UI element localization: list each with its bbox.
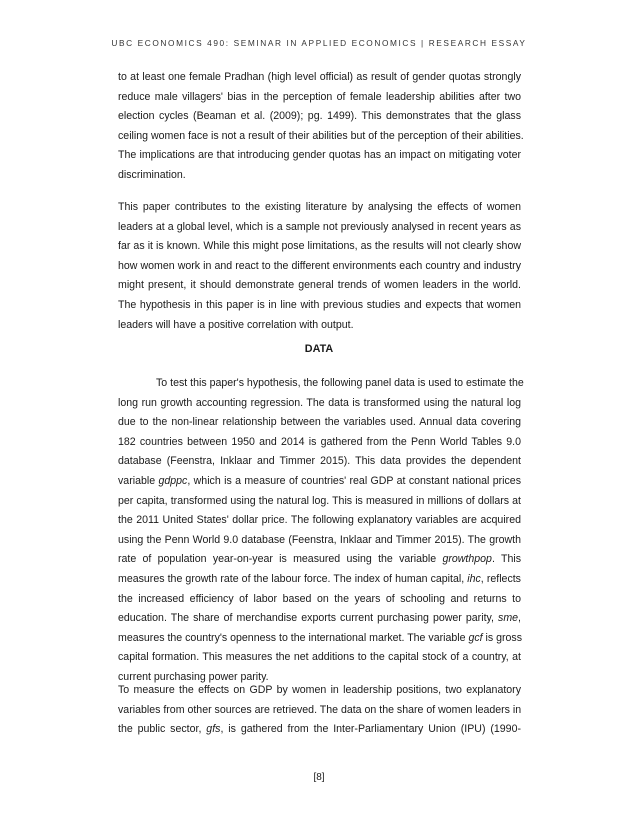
text-line: leaders will have a positive correlation with output. [118,318,354,331]
text-line: the 2011 United States' dollar price. The following explanatory variables are acquired [118,514,521,527]
running-header: UBC ECONOMICS 490: SEMINAR IN APPLIED ECONOMICS | RESEARCH ESSAY [111,38,527,48]
text-line: discrimination. [118,168,186,181]
text-line: the public sector, gfs, is gathered from the Inter-Parliamentary Union (IPU) (1990- [118,723,521,736]
text-line: how women work in and react to the different environments each country and industry [118,259,521,272]
text-line: rate of population year-on-year is measured using the variable growthpop. This [118,553,521,566]
paragraph-data-description [118,374,524,688]
text-line: This paper contributes to the existing literature by analysing the effects of women [118,201,521,213]
text-line: variable gdppc, which is a measure of countries' real GDP at constant national prices [118,474,521,487]
text-line: capital formation. This measures the net additions to the capital stock of a country, at [118,651,521,664]
text-line: due to the non-linear relationship between the variables used. Annual data covering [118,416,521,429]
text-line: To measure the effects on GDP by women in leadership positions, two explanatory [118,684,521,696]
text-line: election cycles (Beaman et al. (2009); pg. 1499). This demonstrates that the glass [118,110,521,123]
text-line: measures the growth rate of the labour force. The index of human capital, ihc, reflects [118,572,521,585]
text-line: to at least one female Pradhan (high level official) as result of gender quotas strongly [118,71,521,83]
text-line: measures the country's openness to the international market. The variable gcf is gross [118,631,523,644]
paragraph-contribution [118,198,521,335]
text-line: To test this paper's hypothesis, the following panel data is used to estimate the [156,377,524,389]
text-line: leaders at a global level, which is a sample not previously analysed in recent years as [118,220,521,233]
paragraph-women-leadership-measures [118,681,521,740]
page-number: [8] [313,772,325,783]
text-line: long run growth accounting regression. The data is transformed using the natural log [118,396,521,409]
text-line: The implications are that introducing gender quotas has an impact on mitigating voter [118,149,521,162]
text-line: reduce male villagers' bias in the perception of female leadership abilities after two [118,90,521,103]
text-line: 182 countries between 1950 and 2014 is gathered from the Penn World Tables 9.0 [118,435,521,448]
text-line: far as it is known. While this might pose limitations, as the results will not clearly show [118,240,521,253]
text-line: database (Feenstra, Inklaar and Timmer 2015). This data provides the dependent [118,455,521,468]
text-line: the increased efficiency of labor based on the years of schooling and returns to [118,592,521,605]
section-heading-data: DATA [304,343,334,355]
text-line: The hypothesis in this paper is in line with previous studies and expects that women [118,298,521,311]
text-line: current purchasing power parity. [118,670,269,683]
text-line: ceiling women face is not a result of their abilities but of the perception of their abilities. [118,129,524,142]
text-line: might present, it should demonstrate general trends of women leaders in the world. [118,279,521,292]
paragraph-gender-quotas [118,68,524,186]
text-line: education. The share of merchandise exports current purchasing power parity, sme, [118,612,521,625]
text-line: per capita, transformed using the natural log. This is measured in millions of dollars at [118,494,521,507]
text-line: using the Penn World 9.0 database (Feenstra, Inklaar and Timmer 2015). The growth [118,533,521,546]
text-line: variables from other sources are retrieved. The data on the share of women leaders in [118,703,522,716]
